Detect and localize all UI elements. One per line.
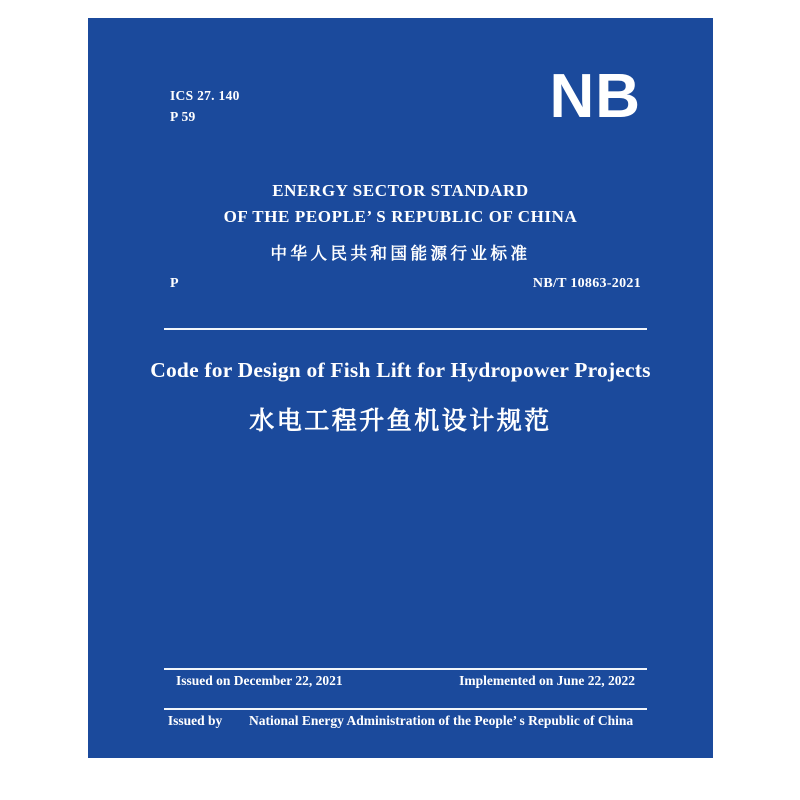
ics-block [170,86,240,128]
standard-cover-page [88,18,713,758]
standard-name-cn: 中华人民共和国能源行业标准 [270,243,531,263]
divider-above-dates [164,668,647,670]
implemented-on-date: Implemented on June 22, 2022 [459,673,635,688]
issued-on-date: Issued on December 22, 2021 [176,673,343,688]
divider-below-dates [164,708,647,710]
title-cn: 水电工程升鱼机设计规范 [249,406,552,435]
issued-by-label: Issued by [167,713,223,728]
standard-name-block [126,178,675,264]
title-en: Code for Design of Fish Lift for Hydropower Projects [150,358,651,382]
dates-row [176,673,635,689]
standard-name-en-line1: ENERGY SECTOR STANDARD [272,181,529,200]
ics-number: ICS 27. 140 [170,88,240,103]
standard-number: NB/T 10863-2021 [532,276,641,291]
classification-code: P 59 [170,108,196,124]
issued-by-row [126,713,675,729]
category-letter: P [170,276,180,291]
standard-name-en-line2: OF THE PEOPLE’ S REPUBLIC OF CHINA [223,207,578,227]
code-row [170,276,641,292]
cover-content [126,18,675,758]
divider-top [164,328,647,330]
nb-logo: NB [549,62,641,131]
issued-by-organization: National Energy Administration of the People’ s Republic of China [249,713,634,728]
title-block [126,358,675,437]
